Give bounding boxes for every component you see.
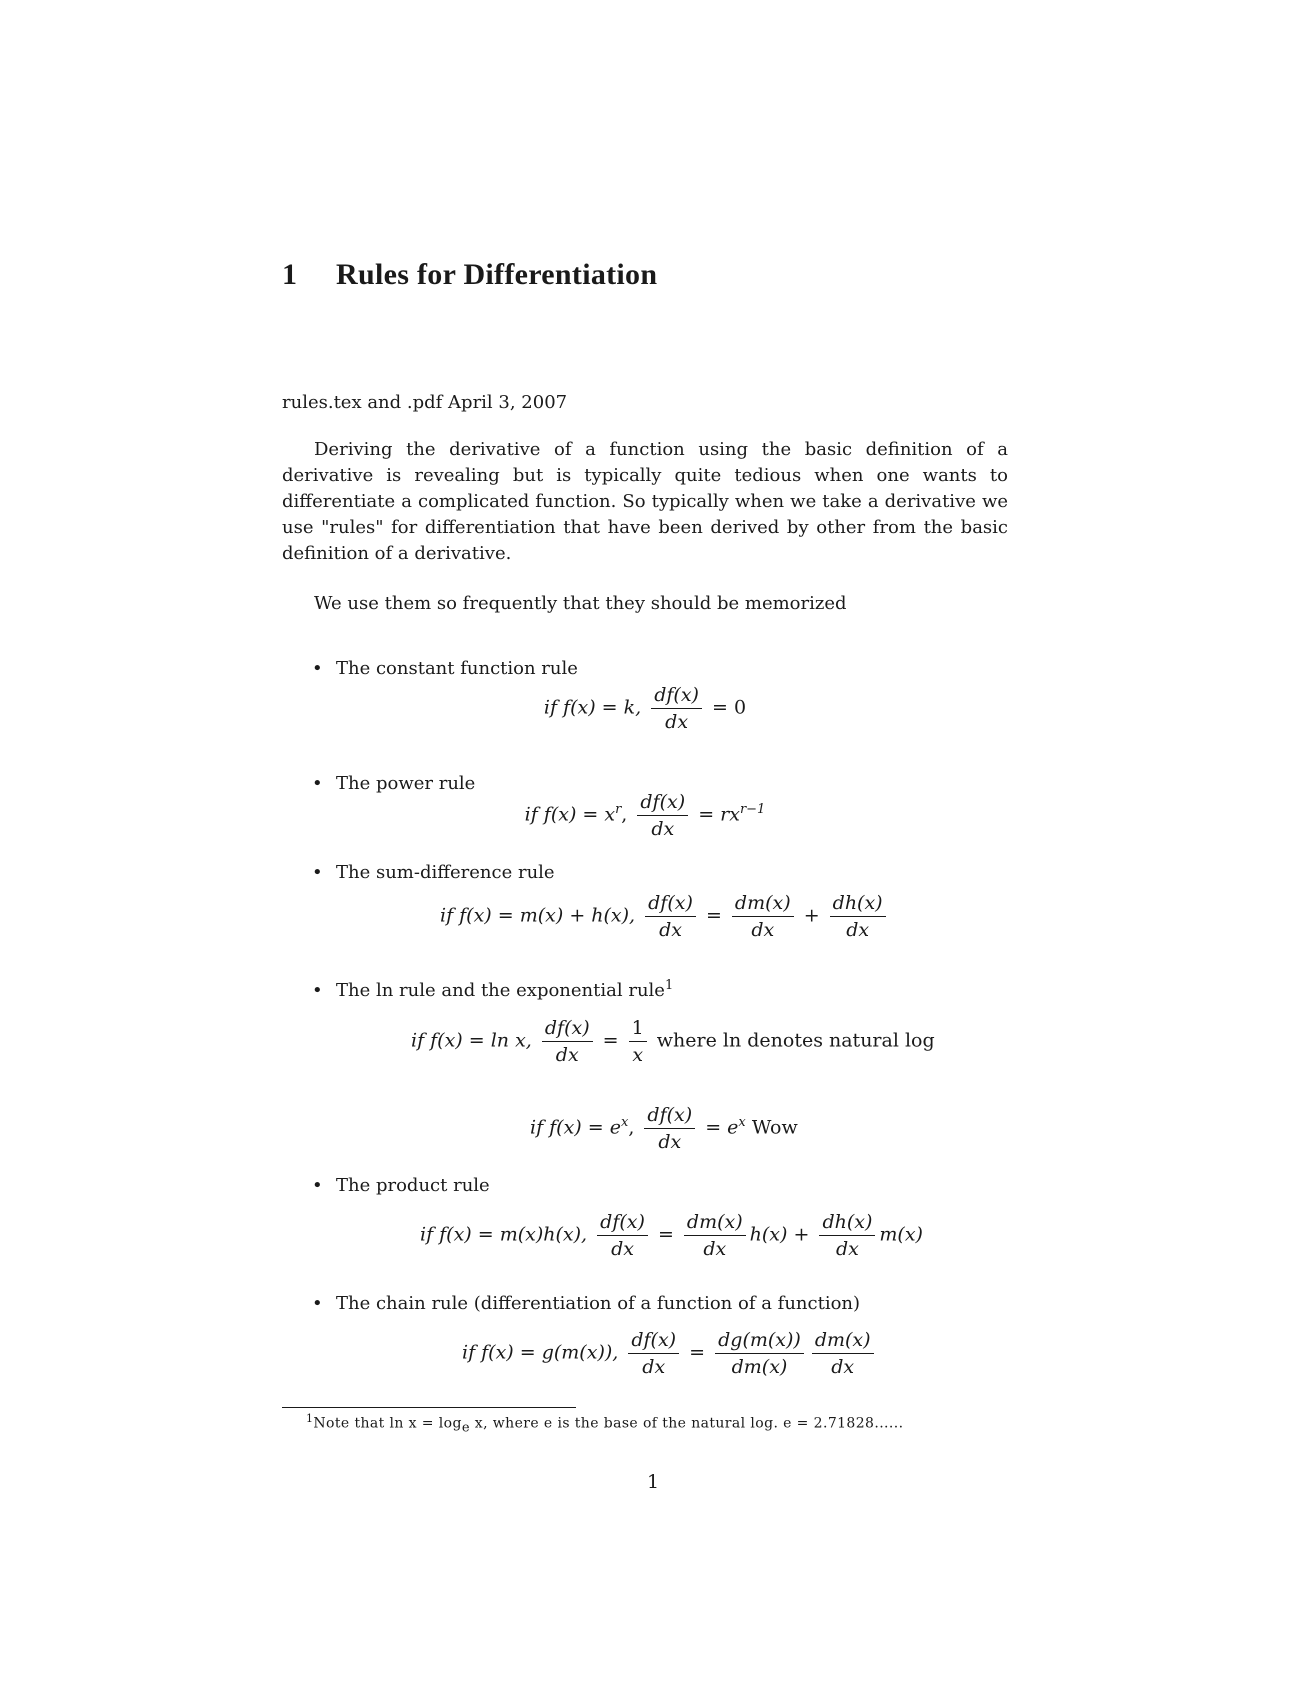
file-date-line: rules.tex and .pdf April 3, 2007 — [282, 392, 568, 413]
denominator: dx — [703, 1238, 727, 1260]
numerator: df(x) — [645, 892, 696, 917]
denominator: dx — [555, 1044, 579, 1066]
equation-power — [282, 791, 1008, 840]
bullet-constant-rule — [312, 658, 578, 679]
denominator: dx — [831, 1356, 855, 1378]
eq-comma: , — [621, 803, 628, 826]
rule-label: The product rule — [336, 1175, 490, 1196]
numerator: dh(x) — [830, 892, 886, 917]
eq-lhs: if f(x) = m(x)h(x), — [420, 1223, 588, 1246]
numerator: dm(x) — [732, 892, 794, 917]
eq-lhs: if f(x) = x — [524, 803, 616, 826]
bullet-icon: • — [312, 1175, 323, 1196]
bullet-icon: • — [312, 773, 323, 794]
eq-lhs: if f(x) = e — [530, 1116, 621, 1139]
rule-label: The chain rule (differentiation of a function of a function) — [336, 1293, 861, 1314]
numerator: df(x) — [644, 1104, 695, 1129]
denominator: dx — [659, 919, 682, 941]
eq-remark: Wow — [751, 1116, 798, 1139]
memorize-paragraph: We use them so frequently that they should be memorized — [314, 593, 847, 614]
page-number: 1 — [646, 1471, 660, 1493]
bullet-chain-rule — [312, 1293, 860, 1314]
eq-lhs-exponent: r — [615, 802, 622, 818]
fraction — [684, 1211, 746, 1260]
denominator: dx — [658, 1131, 682, 1153]
eq-equals: = — [705, 904, 722, 927]
eq-lhs: if f(x) = ln x, — [411, 1029, 532, 1052]
eq-equals: = — [689, 1341, 706, 1364]
rule-label: The constant function rule — [336, 658, 578, 679]
fraction — [830, 892, 886, 941]
rule-label: The ln rule and the exponential rule — [336, 980, 665, 1001]
numerator: df(x) — [651, 684, 702, 709]
denominator: dx — [835, 1238, 859, 1260]
eq-lhs: if f(x) = g(m(x)), — [462, 1341, 619, 1364]
eq-rhs-exponent: x — [738, 1115, 746, 1131]
numerator: df(x) — [542, 1017, 593, 1042]
section-title-text: Rules for Differentiation — [336, 258, 658, 291]
eq-rhs-exponent: r−1 — [739, 802, 766, 818]
eq-lhs-exponent: x — [620, 1115, 629, 1131]
footnote-divider — [282, 1407, 576, 1408]
fraction — [644, 1104, 695, 1153]
footnote-text-b: x, where e is the base of the natural log. e = 2.71828...... — [469, 1415, 904, 1432]
bullet-icon: • — [312, 658, 323, 679]
numerator: dm(x) — [812, 1329, 874, 1354]
denominator: x — [632, 1044, 644, 1066]
numerator: dg(m(x)) — [715, 1329, 804, 1354]
fraction — [651, 684, 702, 733]
bullet-product-rule — [312, 1175, 490, 1196]
eq-rhs: = 0 — [712, 696, 747, 719]
eq-lhs: if f(x) = k, — [543, 696, 642, 719]
bullet-icon: • — [312, 980, 323, 1001]
eq-middle-term: h(x) + — [749, 1223, 810, 1246]
equation-constant — [282, 684, 1008, 733]
eq-equals: = — [657, 1223, 674, 1246]
numerator: 1 — [629, 1017, 647, 1042]
numerator: dh(x) — [819, 1211, 875, 1236]
bullet-icon: • — [312, 862, 323, 883]
fraction — [732, 892, 794, 941]
equation-chain — [462, 1329, 878, 1378]
denominator: dm(x) — [731, 1356, 788, 1378]
fraction — [542, 1017, 593, 1066]
fraction — [645, 892, 696, 941]
equation-ln — [411, 1017, 935, 1066]
footnote-marker: 1 — [664, 978, 674, 993]
footnote — [306, 1412, 903, 1435]
numerator: df(x) — [637, 791, 688, 816]
eq-comma: , — [628, 1116, 635, 1139]
denominator: dx — [751, 919, 775, 941]
intro-paragraph: Deriving the derivative of a function using the basic definition of a derivative is revealing but is typically quite tedious when one wants to differentiate a complicated function. So typically when we take a derivative we use "rules" for differentiation that have been derived by other from the basic definition of a derivative. — [282, 439, 1008, 564]
rule-label: The power rule — [336, 773, 476, 794]
fraction — [637, 791, 688, 840]
fraction — [819, 1211, 875, 1260]
eq-tail-term: m(x) — [879, 1223, 923, 1246]
bullet-sum-difference-rule — [312, 862, 555, 883]
equation-sum-difference — [440, 892, 890, 941]
denominator: dx — [611, 1238, 634, 1260]
footnote-subscript: e — [461, 1420, 470, 1436]
eq-note: where ln denotes natural log — [656, 1029, 935, 1052]
rule-label: The sum-difference rule — [336, 862, 555, 883]
fraction — [629, 1017, 647, 1066]
denominator: dx — [846, 919, 870, 941]
fraction — [628, 1329, 679, 1378]
footnote-mark: 1 — [306, 1412, 314, 1425]
eq-plus: + — [803, 904, 820, 927]
eq-rhs: = rx — [698, 803, 740, 826]
numerator: df(x) — [628, 1329, 679, 1354]
bullet-icon: • — [312, 1293, 323, 1314]
numerator: dm(x) — [684, 1211, 746, 1236]
denominator: dx — [651, 818, 675, 840]
equation-exponential — [530, 1104, 798, 1153]
section-heading — [282, 258, 657, 292]
fraction — [812, 1329, 874, 1378]
denominator: dx — [665, 711, 689, 733]
eq-equals: = — [602, 1029, 619, 1052]
fraction — [715, 1329, 804, 1378]
denominator: dx — [642, 1356, 666, 1378]
eq-rhs: = e — [705, 1116, 739, 1139]
bullet-ln-exponential-rule — [312, 978, 673, 1001]
footnote-text-a: Note that ln x = log — [313, 1415, 462, 1432]
eq-lhs: if f(x) = m(x) + h(x), — [440, 904, 636, 927]
equation-product — [420, 1211, 923, 1260]
numerator: df(x) — [597, 1211, 648, 1236]
fraction — [597, 1211, 648, 1260]
section-number: 1 — [282, 258, 298, 291]
